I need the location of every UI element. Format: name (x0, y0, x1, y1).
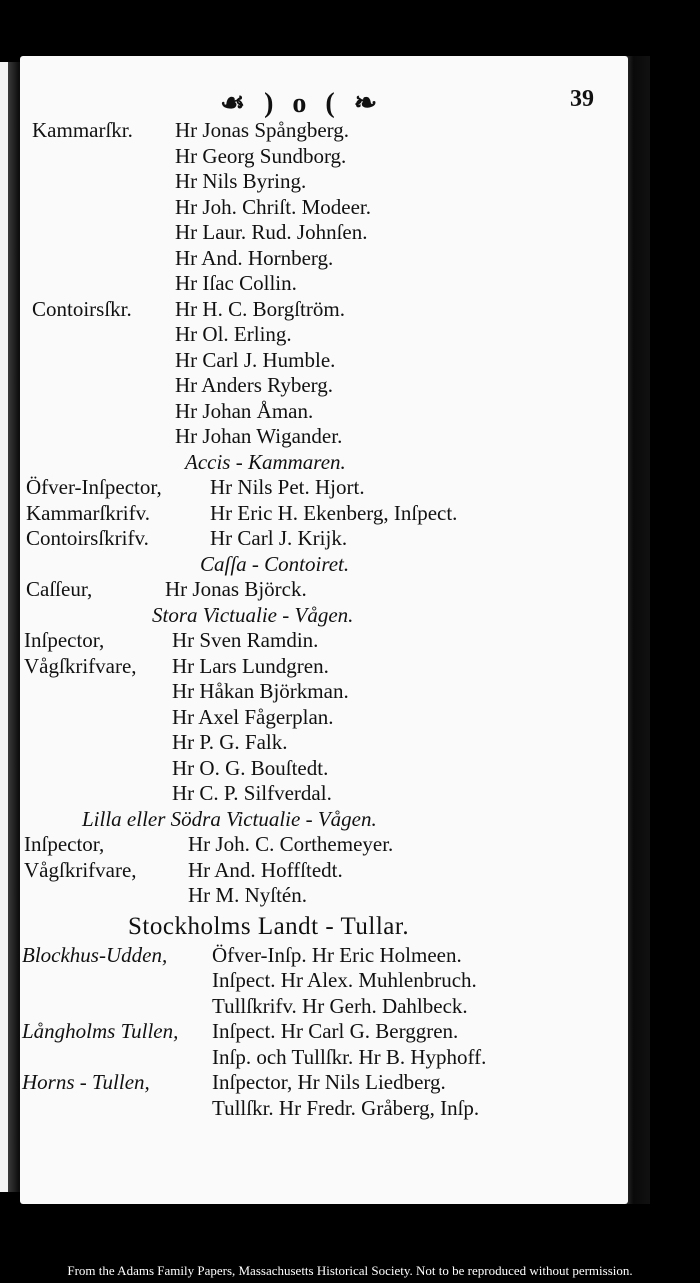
name-entry: Tullſkrifv. Hr Gerh. Dahlbeck. (212, 993, 468, 1018)
name-entry: Hr Eric H. Ekenberg, Inſpect. (210, 500, 458, 525)
name-entry: Hr C. P. Silfverdal. (172, 781, 332, 805)
name-entry: Hr H. C. Borgſtröm. (175, 296, 345, 321)
register-line (20, 246, 628, 272)
name-entry: Inſp. och Tullſkr. Hr B. Hyphoff. (212, 1044, 487, 1069)
register-line (20, 297, 628, 323)
register-line (20, 144, 628, 170)
name-entry: Öfver-Inſp. Hr Eric Holmeen. (212, 942, 462, 967)
register-line (20, 271, 628, 297)
copyright-footer: From the Adams Family Papers, Massachusetts Historical Society. Not to be reproduced without permission. (67, 1263, 633, 1278)
name-entry: Hr Iſac Collin. (175, 271, 297, 295)
register-line (20, 781, 628, 807)
page-number: 39 (570, 86, 594, 112)
register-line (20, 730, 628, 756)
section-heading-accis: Accis - Kammaren. (185, 449, 346, 474)
location-label: Horns - Tullen, (22, 1070, 150, 1094)
register-line (20, 475, 628, 501)
name-entry: Hr Nils Pet. Hjort. (210, 475, 365, 499)
register-line (20, 399, 628, 425)
role-label: Caſſeur, (26, 577, 93, 601)
name-entry: Hr O. G. Bouſtedt. (172, 755, 329, 780)
name-entry: Hr Johan Åman. (175, 398, 314, 423)
name-entry: Hr Ol. Erling. (175, 322, 292, 346)
register-line (20, 552, 628, 578)
role-label: Contoirsſkrifv. (26, 526, 149, 550)
register-line (20, 628, 628, 654)
register-line (20, 577, 628, 603)
name-entry: Hr Jonas Spångberg. (175, 118, 350, 142)
register-line (20, 603, 628, 629)
contoirsskr-label: Contoirsſkr. (32, 296, 132, 321)
name-entry: Hr Georg Sundborg. (175, 143, 347, 168)
role-label: Öfver-Inſpector, (26, 475, 162, 499)
section-heading-tullar: Stockholms Landt - Tullar. (128, 912, 410, 940)
location-label: Långholms Tullen, (22, 1019, 179, 1043)
name-entry: Hr Jonas Björck. (165, 577, 307, 601)
register-line (20, 807, 628, 833)
role-label: Kammarſkrifv. (26, 500, 151, 525)
register-line (20, 1096, 628, 1122)
register-line (20, 1045, 628, 1071)
name-entry: Inſpect. Hr Alex. Muhlenbruch. (212, 968, 477, 992)
register-line (20, 654, 628, 680)
name-entry: Hr M. Nyſtén. (188, 883, 307, 907)
role-label: Vågſkrifvare, (24, 857, 137, 882)
header-ornament: ☙ ) o ( ❧ (220, 88, 384, 119)
register-line (20, 883, 628, 909)
register-line (20, 424, 628, 450)
register-line (20, 348, 628, 374)
register-line (20, 679, 628, 705)
register-line (20, 756, 628, 782)
register-line (20, 118, 628, 144)
register-line (20, 1070, 628, 1096)
register-line (20, 322, 628, 348)
section-heading-lilla: Lilla eller Södra Victualie - Vågen. (82, 806, 377, 831)
register-line (20, 450, 628, 476)
name-entry: Hr Nils Byring. (175, 169, 307, 193)
name-entry: Hr Carl J. Humble. (175, 347, 336, 372)
section-heading-stora: Stora Victualie - Vågen. (152, 602, 354, 627)
register-line (20, 195, 628, 221)
register-line (20, 526, 628, 552)
name-entry: Hr And. Hoffſtedt. (188, 857, 343, 882)
name-entry: Hr Johan Wigander. (175, 424, 343, 448)
location-label: Blockhus-Udden, (22, 942, 168, 967)
register-text (20, 118, 628, 1121)
name-entry: Tullſkr. Hr Fredr. Gråberg, Inſp. (212, 1095, 480, 1120)
section-heading-cassa: Caſſa - Contoiret. (200, 551, 350, 576)
name-entry: Hr Håkan Björkman. (172, 679, 349, 703)
role-label: Vågſkrifvare, (24, 653, 137, 678)
register-line (20, 705, 628, 731)
register-line (20, 832, 628, 858)
name-entry: Hr And. Hornberg. (175, 245, 334, 270)
name-entry: Hr Anders Ryberg. (175, 373, 334, 397)
name-entry: Hr P. G. Falk. (172, 730, 288, 754)
book-page (20, 56, 628, 1204)
name-entry: Hr Carl J. Krijk. (210, 526, 348, 550)
register-line (20, 1019, 628, 1045)
name-entry: Inſpector, Hr Nils Liedberg. (212, 1070, 446, 1094)
name-entry: Hr Axel Fågerplan. (172, 704, 334, 729)
name-entry: Hr Joh. Chriſt. Modeer. (175, 194, 371, 219)
name-entry: Hr Laur. Rud. Johnſen. (175, 220, 368, 244)
register-line (20, 943, 628, 969)
register-line (20, 169, 628, 195)
name-entry: Hr Sven Ramdin. (172, 628, 319, 652)
register-line (20, 994, 628, 1020)
register-line (20, 968, 628, 994)
register-line (20, 909, 628, 943)
name-entry: Hr Lars Lundgren. (172, 653, 329, 678)
register-line (20, 373, 628, 399)
role-label: Inſpector, (24, 832, 105, 856)
role-label: Inſpector, (24, 628, 105, 652)
register-line (20, 220, 628, 246)
register-line (20, 501, 628, 527)
name-entry: Inſpect. Hr Carl G. Berggren. (212, 1019, 459, 1043)
name-entry: Hr Joh. C. Corthemeyer. (188, 832, 394, 856)
kammarskr-label: Kammarſkr. (32, 118, 133, 142)
register-line (20, 858, 628, 884)
